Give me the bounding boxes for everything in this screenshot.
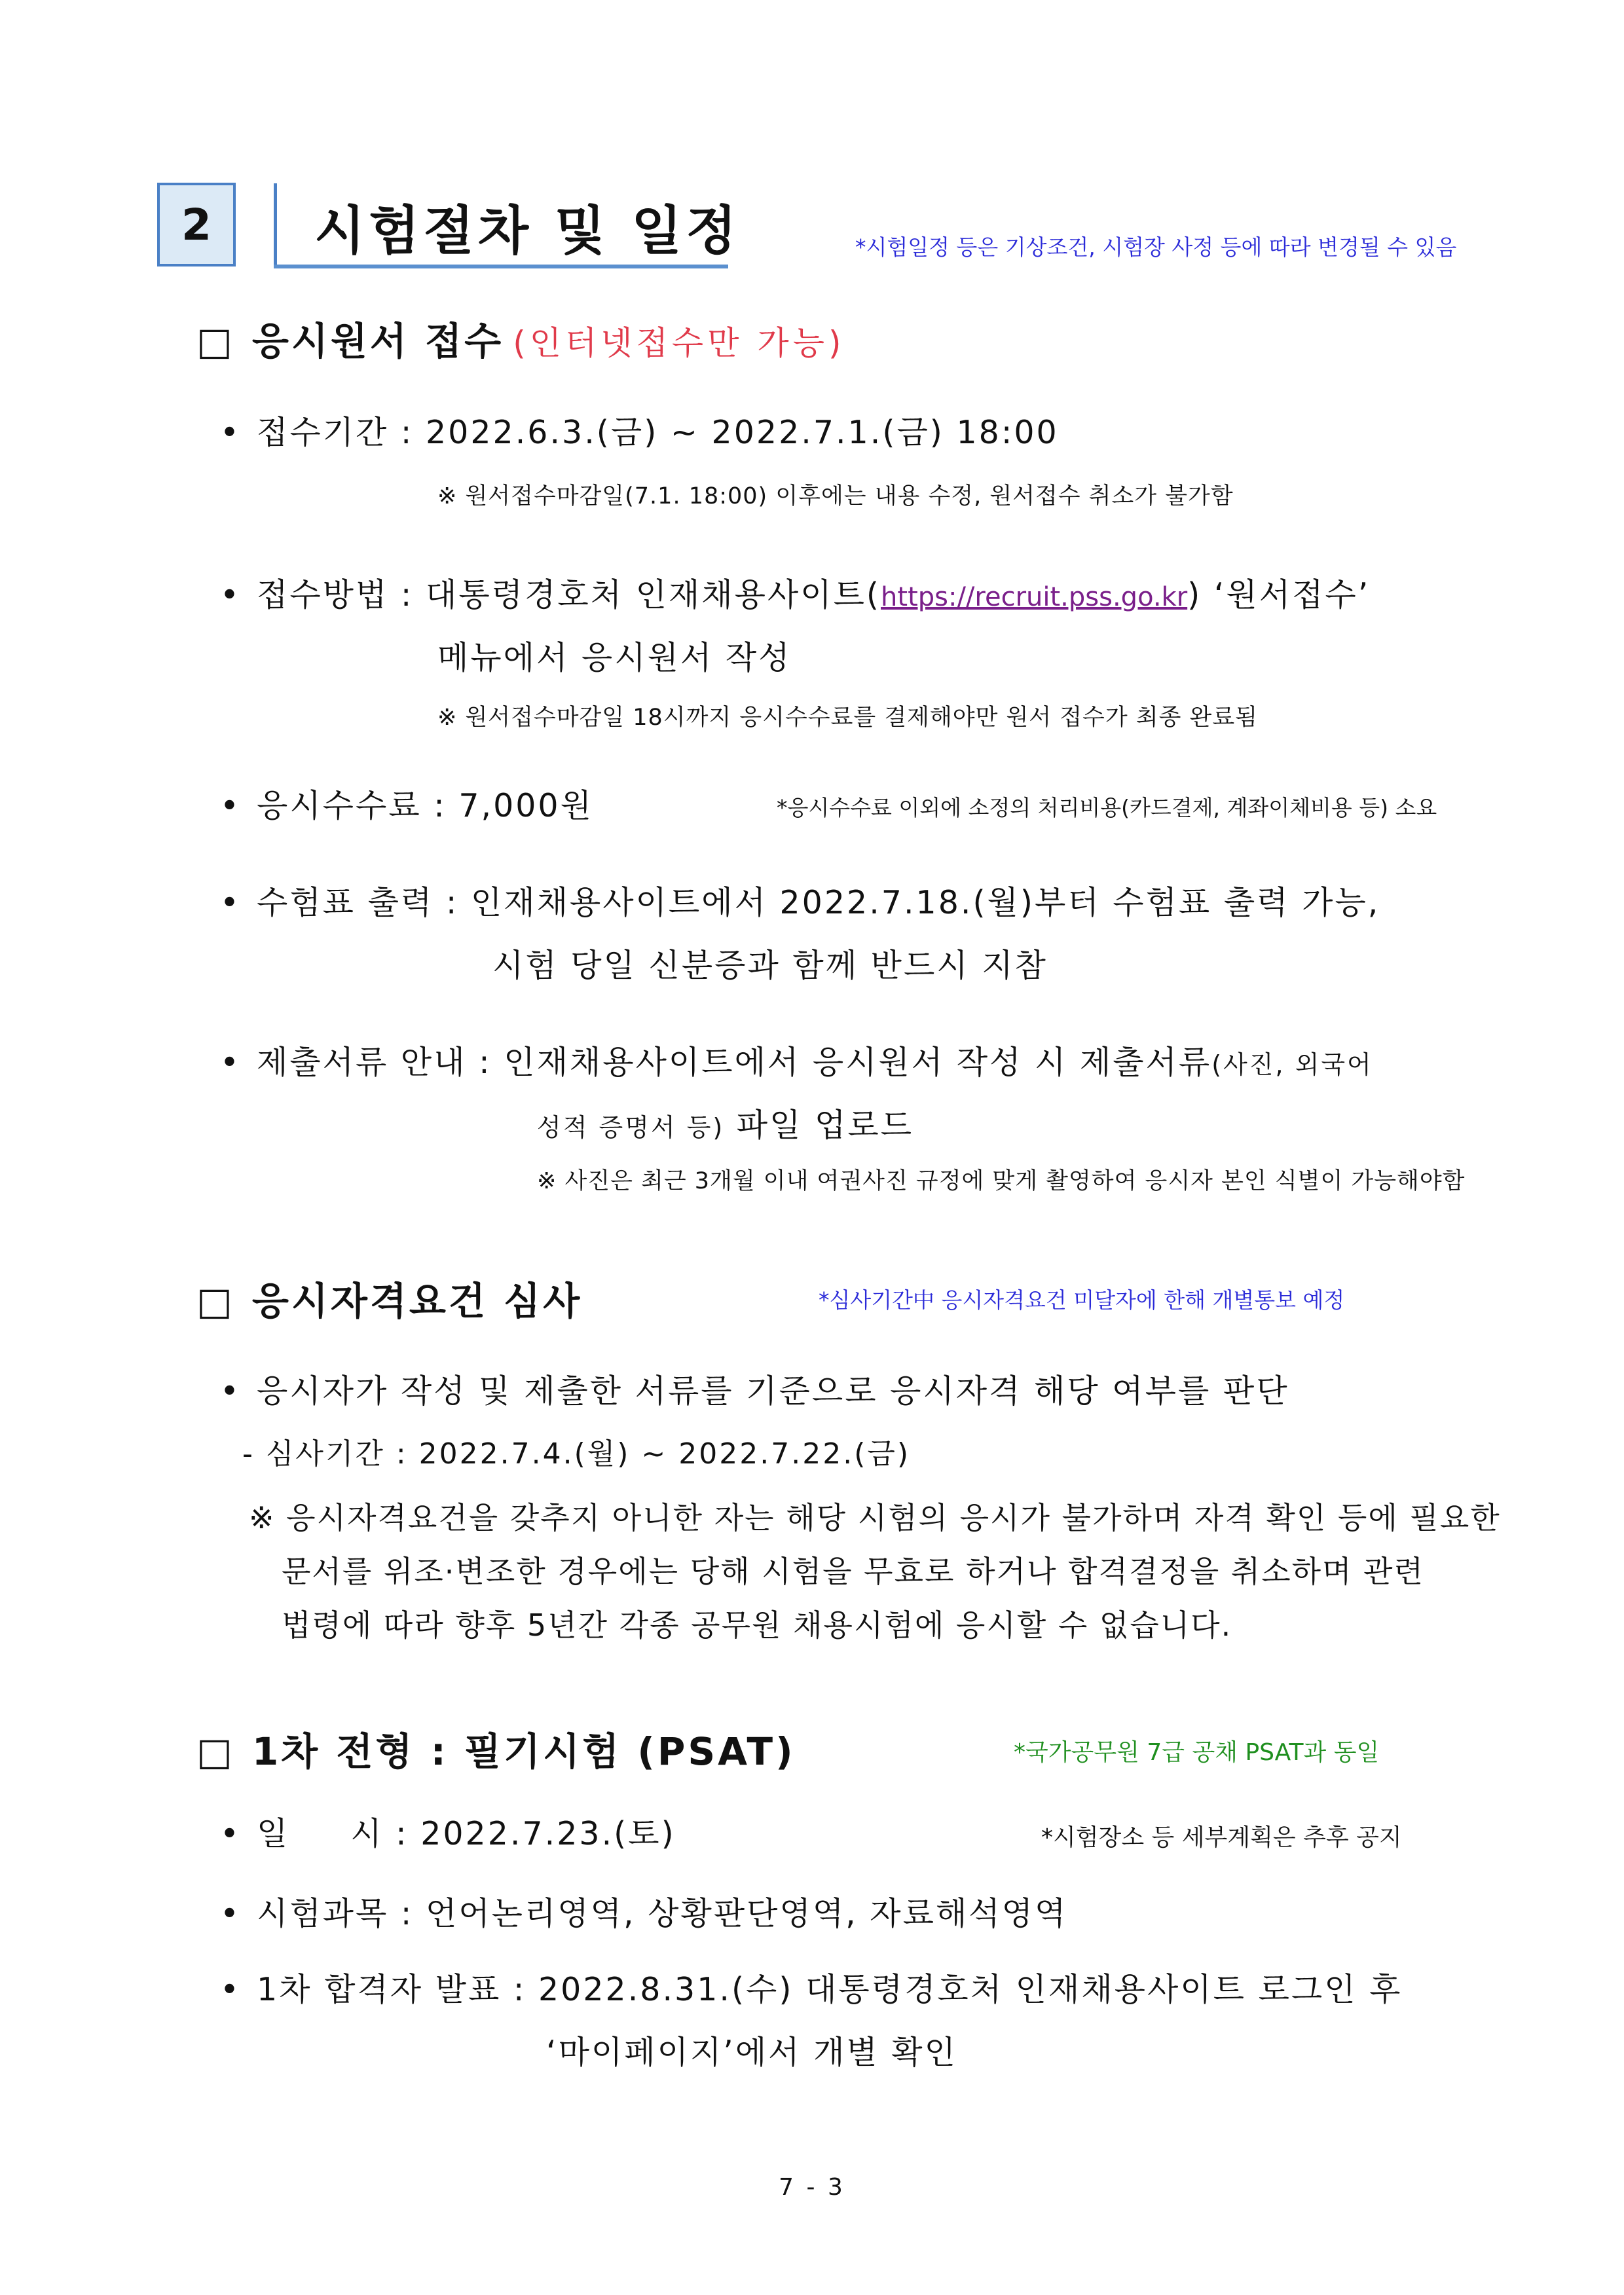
- method-text-post: ) ‘원서접수’: [1187, 576, 1371, 614]
- method-continuation: 메뉴에서 응시원서 작성: [437, 639, 792, 676]
- exam-date-text: 일 시 : 2022.7.23.(토): [257, 1815, 676, 1852]
- bullet-icon: •: [220, 1895, 241, 1932]
- subsection-qualification-heading: [196, 1270, 582, 1325]
- documents-note: ※ 사진은 최근 3개월 이내 여권사진 규정에 맞게 촬영하여 응시자 본인 식별이 가능해야함: [537, 1168, 1466, 1194]
- checkbox-square-icon: □: [196, 1729, 235, 1774]
- documents-text: 제출서류 안내 : 인재채용사이트에서 응시원서 작성 시 제출서류: [257, 1044, 1212, 1081]
- checkbox-square-icon: □: [196, 319, 235, 363]
- subsection-application-heading: [196, 310, 845, 365]
- list-item-result: [220, 1964, 1403, 2010]
- qualification-warning-line-1: ※ 응시자격요건을 갖추지 아니한 자는 해당 시험의 응시가 불가하며 자격 확인 등에 필요한: [249, 1500, 1501, 1535]
- qualification-period: - 심사기간 : 2022.7.4.(월) ~ 2022.7.22.(금): [242, 1437, 911, 1471]
- checkbox-square-icon: □: [196, 1279, 235, 1323]
- section-note: *시험일정 등은 기상조건, 시험장 사정 등에 따라 변경될 수 있음: [855, 234, 1457, 260]
- documents-cont-small: 성적 증명서 등): [537, 1113, 725, 1142]
- subsection-title: 응시원서 접수: [251, 319, 504, 363]
- qualification-text: 응시자가 작성 및 제출한 서류를 기준으로 응시자격 해당 여부를 판단: [257, 1372, 1289, 1410]
- method-text-pre: 접수방법 : 대통령경호처 인재채용사이트(: [257, 576, 881, 614]
- list-item-period: [220, 407, 1059, 453]
- list-item-method: [220, 570, 1370, 615]
- bullet-icon: •: [220, 1044, 241, 1081]
- list-item-qualification: [220, 1366, 1289, 1412]
- bullet-icon: •: [220, 414, 241, 451]
- documents-cont-text: 파일 업로드: [724, 1107, 914, 1144]
- subsection-title: 1차 전형 : 필기시험 (PSAT): [251, 1729, 796, 1774]
- period-note: ※ 원서접수마감일(7.1. 18:00) 이후에는 내용 수정, 원서접수 취소가 불가함: [437, 483, 1234, 509]
- fee-note: *응시수수료 이외에 소정의 처리비용(카드결제, 계좌이체비용 등) 소요: [777, 795, 1437, 820]
- bullet-icon: •: [220, 1372, 241, 1410]
- qualification-warning-line-2: 문서를 위조·변조한 경우에는 당해 시험을 무효로 하거나 합격결정을 취소하며 관련: [282, 1554, 1425, 1589]
- section-number: 2: [181, 199, 212, 250]
- list-item-exam-date: [220, 1808, 676, 1854]
- documents-text-small: (사진, 외국어: [1211, 1050, 1373, 1079]
- subsection-first-stage-heading: [196, 1721, 796, 1776]
- section-title-underline: [274, 265, 728, 268]
- exam-date-note: *시험장소 등 세부계획은 추후 공지: [1041, 1824, 1402, 1851]
- documents-continuation: [537, 1100, 913, 1146]
- subsection-paren-note: (인터넷접수만 가능): [513, 324, 845, 362]
- method-note: ※ 원서접수마감일 18시까지 응시수수료를 결제해야만 원서 접수가 최종 완료됨: [437, 705, 1258, 731]
- qualification-warning-line-3: 법령에 따라 향후 5년간 각종 공무원 채용시험에 응시할 수 없습니다.: [282, 1607, 1232, 1643]
- section-title: 시험절차 및 일정: [314, 200, 741, 261]
- list-item-ticket: [220, 877, 1380, 923]
- ticket-continuation: 시험 당일 신분증과 함께 반드시 지참: [492, 947, 1048, 984]
- result-text: 1차 합격자 발표 : 2022.8.31.(수) 대통령경호처 인재채용사이트 로그인 후: [257, 1971, 1403, 2008]
- fee-text: 응시수수료 : 7,000원: [257, 787, 593, 824]
- first-stage-note: *국가공무원 7급 공채 PSAT과 동일: [1014, 1739, 1380, 1766]
- bullet-icon: •: [220, 884, 241, 921]
- period-text: 접수기간 : 2022.6.3.(금) ~ 2022.7.1.(금) 18:00: [257, 414, 1059, 451]
- list-item-subjects: [220, 1888, 1067, 1934]
- bullet-icon: •: [220, 576, 241, 614]
- qualification-note: *심사기간中 응시자격요건 미달자에 한해 개별통보 예정: [819, 1287, 1345, 1313]
- subsection-title: 응시자격요건 심사: [251, 1279, 583, 1323]
- section-divider-bar: [274, 183, 277, 268]
- bullet-icon: •: [220, 787, 241, 824]
- bullet-icon: •: [220, 1815, 241, 1852]
- ticket-text: 수험표 출력 : 인재채용사이트에서 2022.7.18.(월)부터 수험표 출력 가능,: [257, 884, 1380, 921]
- subjects-text: 시험과목 : 언어논리영역, 상황판단영역, 자료해석영역: [257, 1895, 1068, 1932]
- bullet-icon: •: [220, 1971, 241, 2008]
- list-item-documents: [220, 1037, 1373, 1083]
- page-number: 7 - 3: [779, 2174, 845, 2201]
- recruit-site-link[interactable]: https://recruit.pss.go.kr: [881, 582, 1188, 612]
- result-continuation: ‘마이페이지’에서 개별 확인: [546, 2034, 957, 2071]
- section-number-badge: [157, 183, 236, 266]
- list-item-fee: [220, 780, 593, 826]
